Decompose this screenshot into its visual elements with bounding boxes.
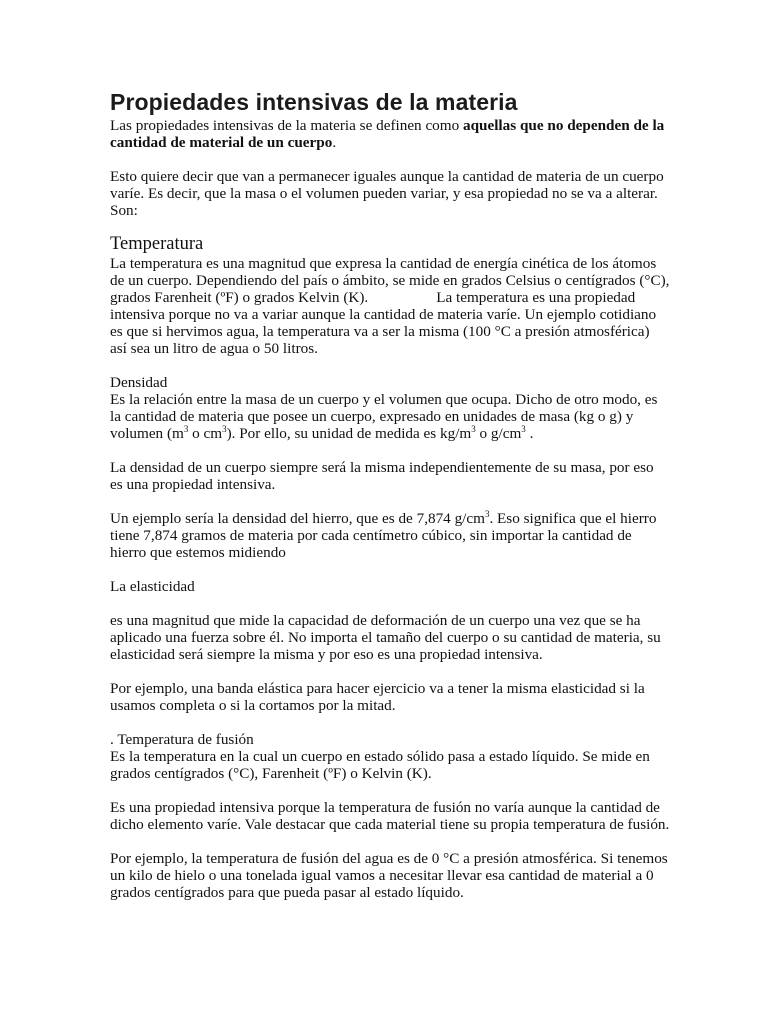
densidad-paragraph-2: La densidad de un cuerpo siempre será la misma independientemente de su masa, por eso es una propiedad intensiva.: [110, 459, 654, 493]
intro-text: Las propiedades intensivas de la materia se definen como: [110, 117, 463, 134]
intro-paragraph-2: Esto quiere decir que van a permanecer iguales aunque la cantidad de materia de un cuerpo varíe. Es decir, que la masa o el volumen pueden variar, y esa propiedad no se va a alterar. Son:: [110, 168, 664, 219]
superscript: 3: [521, 424, 526, 434]
intro-bold-text: aquellas que no dependen de la cantidad de material de un cuerpo: [110, 117, 665, 151]
temperatura-paragraph: [110, 255, 670, 357]
densidad-text-b: o cm: [188, 425, 223, 442]
densidad-example-text-b: . Eso significa que el hierro tiene 7,874 gramos de materia por cada centímetro cúbico, sin importar la cantidad de hierro que estemos midiendo: [110, 510, 657, 561]
section-heading-densidad: Densidad: [110, 374, 168, 391]
superscript: 3: [222, 424, 227, 434]
densidad-paragraph-3: [110, 510, 670, 561]
densidad-text-c: ). Por ello, su unidad de medida es kg/m: [226, 425, 472, 442]
superscript: 3: [183, 424, 189, 434]
section-heading-fusion: . Temperatura de fusión: [110, 731, 254, 748]
densidad-example-text-a: Un ejemplo sería la densidad del hierro, que es de 7,874 g/cm: [110, 510, 485, 527]
fusion-paragraph-1: Es la temperatura en la cual un cuerpo en estado sólido pasa a estado líquido. Se mide en grados centígrados (°C), Farenheit (ºF) o Kelvin (K).: [110, 748, 650, 782]
fusion-paragraph-3: Por ejemplo, la temperatura de fusión del agua es de 0 °C a presión atmosférica. Si tenemos un kilo de hielo o una tonelada igual vamos a necesitar llevar esa cantidad de material a 0 grados centígrados para que pueda pasar al estado líquido.: [110, 850, 668, 901]
densidad-text-e: .: [525, 425, 534, 442]
intro-text-end: .: [332, 134, 337, 151]
temperatura-text-b: La temperatura es una propiedad intensiva porque no va a variar aunque la cantidad de materia varíe. Un ejemplo cotidiano es que si hervimos agua, la temperatura va a ser la misma (100 °C a presión atmosférica) así sea un litro de agua o 50 litros.: [110, 289, 657, 357]
fusion-paragraph-2: Es una propiedad intensiva porque la temperatura de fusión no varía aunque la cantidad de dicho elemento varíe. Vale destacar que cada material tiene su propia temperatura de fusión.: [110, 799, 670, 833]
elasticidad-paragraph-2: Por ejemplo, una banda elástica para hacer ejercicio va a tener la misma elasticidad si la usamos completa o si la cortamos por la mitad.: [110, 680, 645, 714]
densidad-text-d: o g/cm: [475, 425, 522, 442]
superscript: 3: [471, 424, 476, 434]
elasticidad-paragraph-1: es una magnitud que mide la capacidad de deformación de un cuerpo una vez que se ha aplicado una fuerza sobre él. No importa el tamaño del cuerpo o su cantidad de materia, su elasticidad será siempre la misma y por eso es una propiedad intensiva.: [110, 612, 661, 663]
document-page: [110, 88, 670, 901]
superscript: 3: [484, 509, 490, 519]
intro-paragraph: [110, 117, 670, 151]
temperatura-text-a: La temperatura es una magnitud que expresa la cantidad de energía cinética de los átomos de un cuerpo. Dependiendo del país o ámbito, se mide en grados Celsius o centígrados (°C), grados Farenheit (ºF) o grados Kelvin (K).: [110, 255, 670, 306]
section-heading-elasticidad: La elasticidad: [110, 578, 195, 595]
document-title: Propiedades intensivas de la materia: [110, 89, 518, 115]
section-heading-temperatura: Temperatura: [110, 234, 204, 254]
densidad-paragraph-1: [110, 391, 670, 442]
densidad-text-a: Es la relación entre la masa de un cuerpo y el volumen que ocupa. Dicho de otro modo, es la cantidad de materia que posee un cuerpo, expresado en unidades de masa (kg o g) y volumen (m: [110, 391, 658, 442]
